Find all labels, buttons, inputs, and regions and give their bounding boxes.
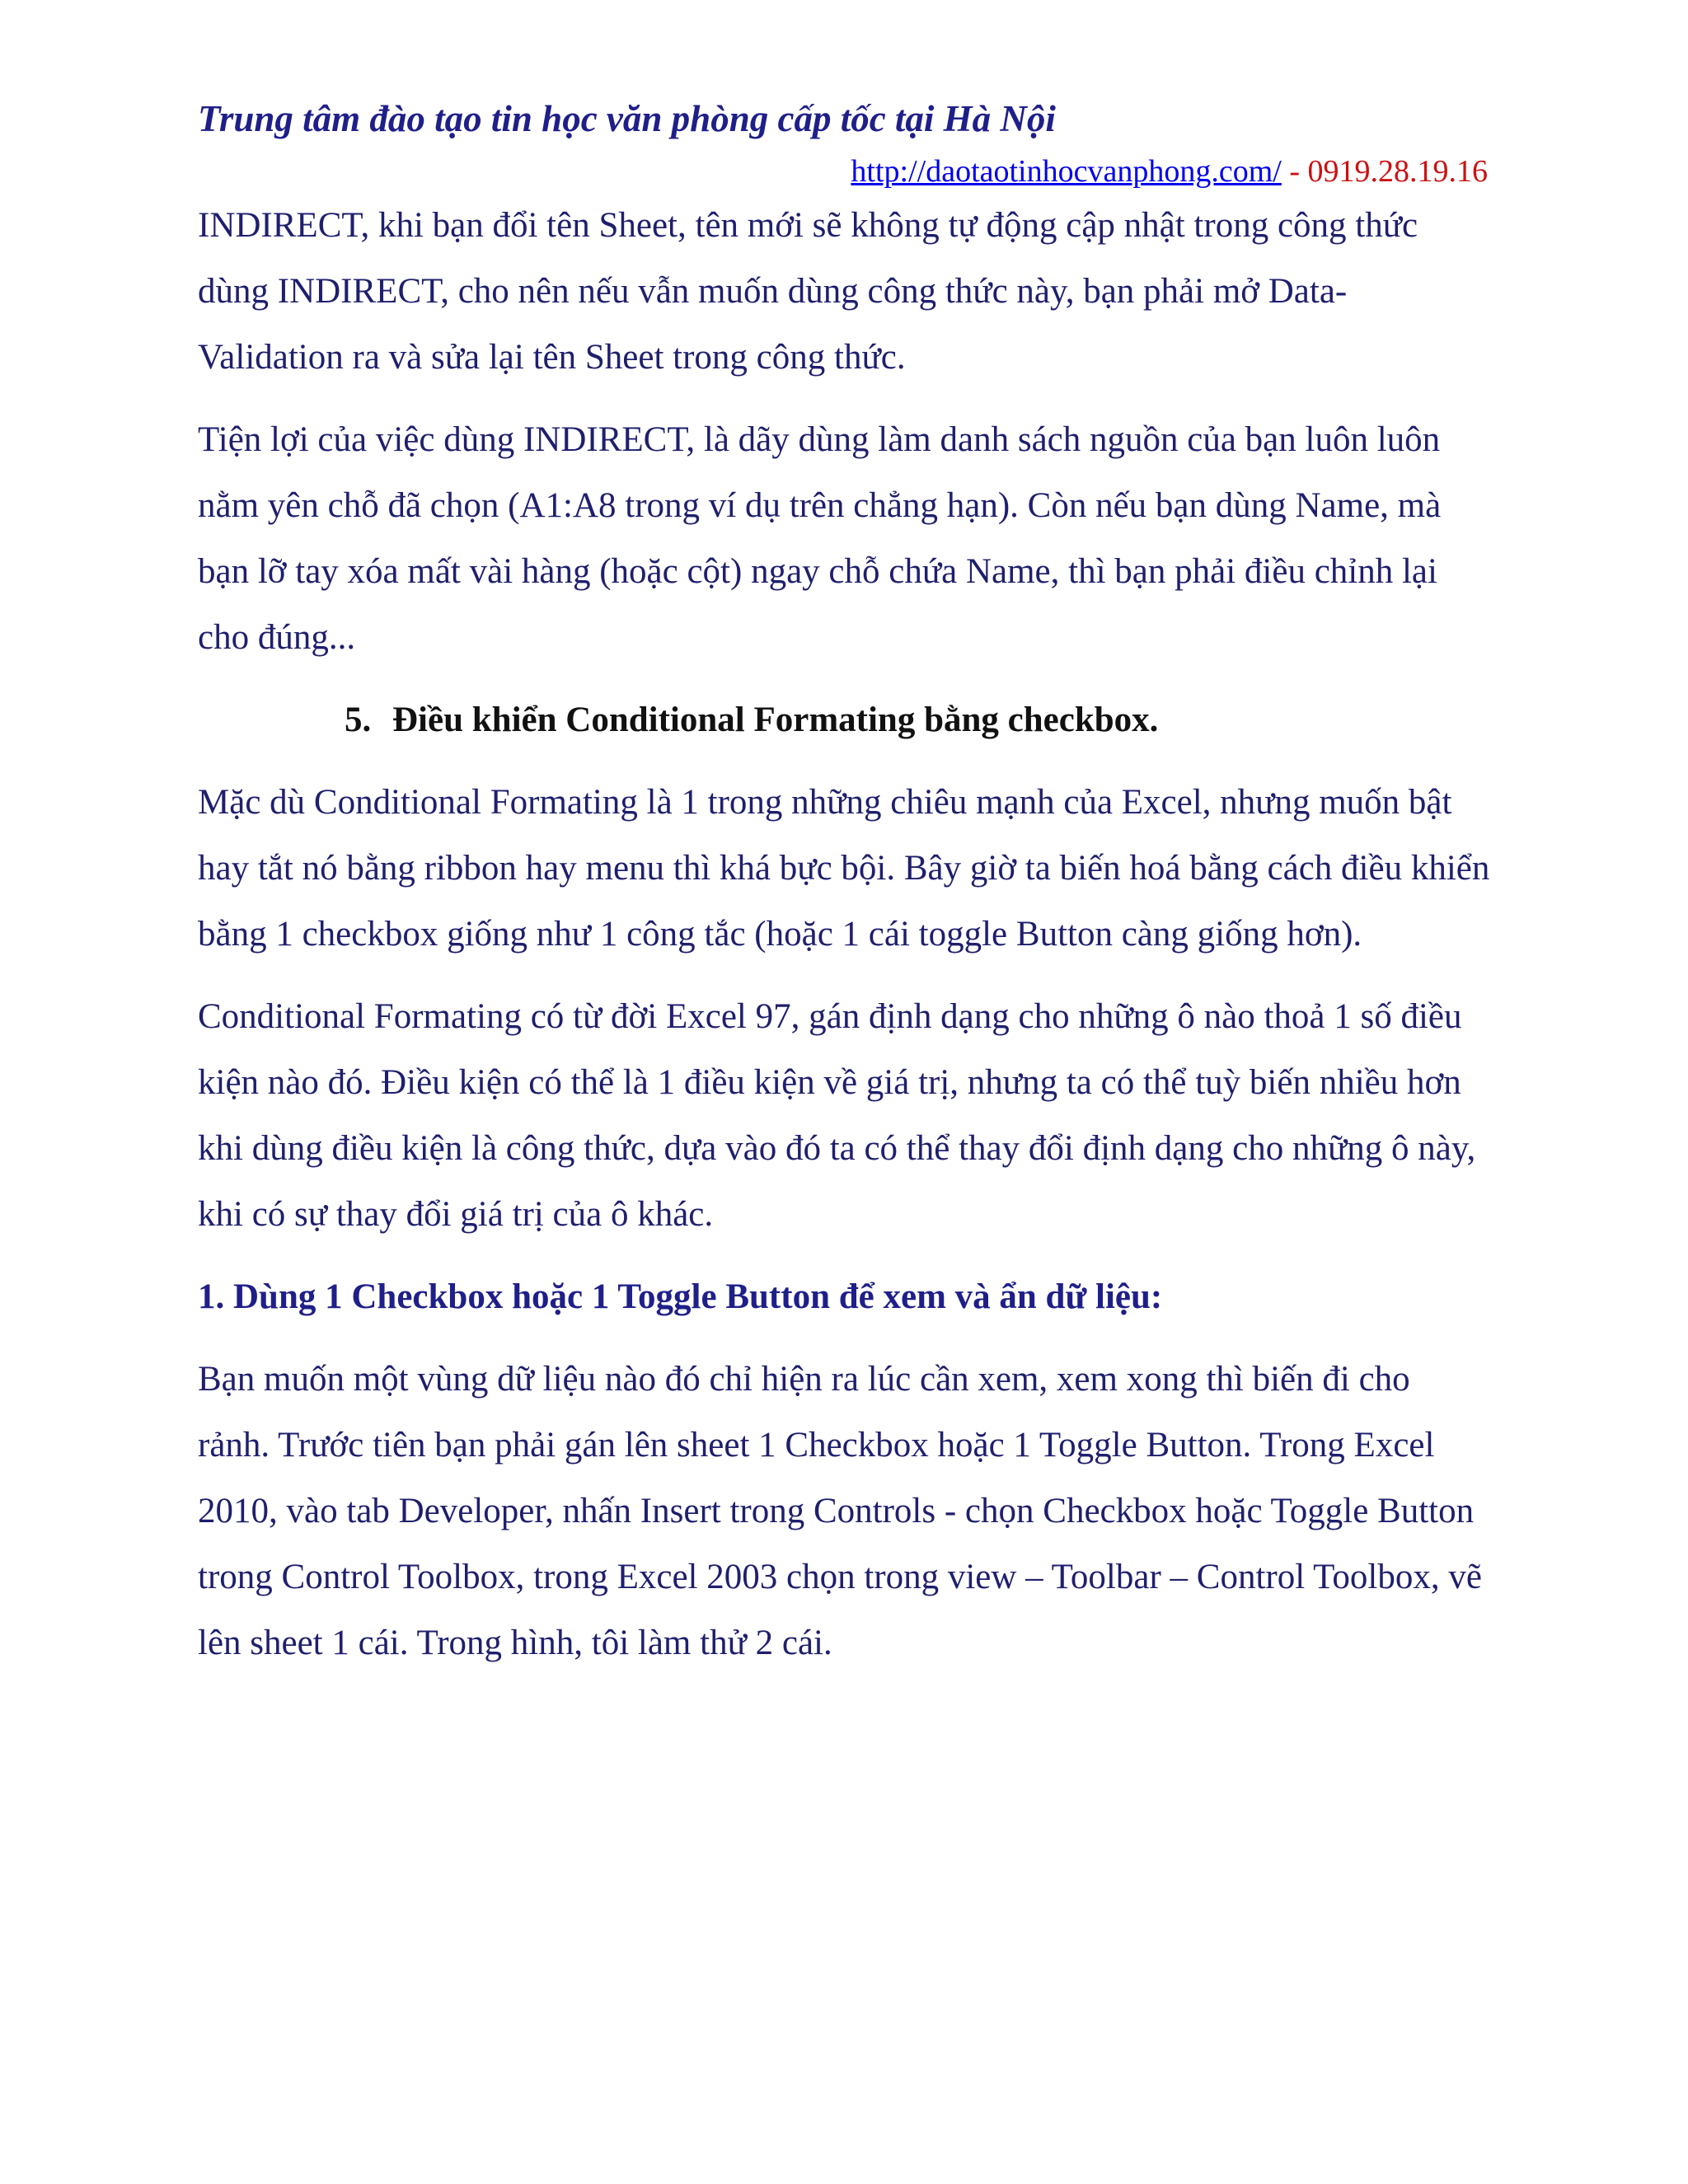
section-heading-5 <box>198 687 1490 753</box>
section-number: 5. <box>345 701 372 739</box>
paragraph-checkbox-instructions: Bạn muốn một vùng dữ liệu nào đó chỉ hiện ra lúc cần xem, xem xong thì biến đi cho rảnh. Trước tiên bạn phải gán lên sheet 1 Checkbox hoặc 1 Toggle Button. Trong Excel 2010, vào tab Developer, nhấn Insert trong Controls - chọn Checkbox hoặc Toggle Button trong Control Toolbox, trong Excel 2003 chọn trong view – Toolbar – Control Toolbox, vẽ lên sheet 1 cái. Trong hình, tôi làm thử 2 cái. <box>198 1360 1482 1662</box>
header-separator: - <box>1281 154 1308 189</box>
paragraph-indirect-advantage: Tiện lợi của việc dùng INDIRECT, là dãy dùng làm danh sách nguồn của bạn luôn luôn nằm yên chỗ đã chọn (A1:A8 trong ví dụ trên chẳng hạn). Còn nếu bạn dùng Name, mà bạn lỡ tay xóa mất vài hàng (hoặc cột) ngay chỗ chứa Name, thì bạn phải điều chỉnh lại cho đúng... <box>198 420 1442 657</box>
phone-number: 0919.28.19.16 <box>1307 154 1488 189</box>
subsection-heading-1: 1. Dùng 1 Checkbox hoặc 1 Toggle Button để xem và ẩn dữ liệu: <box>198 1277 1163 1316</box>
paragraph-conditional-intro: Mặc dù Conditional Formating là 1 trong những chiêu mạnh của Excel, nhưng muốn bật hay tắt nó bằng ribbon hay menu thì khá bực bội. Bây giờ ta biến hoá bằng cách điều khiển bằng 1 checkbox giống như 1 công tắc (hoặc 1 cái toggle Button càng giống hơn). <box>198 783 1490 954</box>
paragraph-conditional-history: Conditional Formating có từ đời Excel 97, gán định dạng cho những ô nào thoả 1 số điều kiện nào đó. Điều kiện có thể là 1 điều kiện về giá trị, nhưng ta có thể tuỳ biến nhiều hơn khi dùng điều kiện là công thức, dựa vào đó ta có thể thay đổi định dạng cho những ô này, khi có sự thay đổi giá trị của ô khác. <box>198 997 1476 1234</box>
header-title: Trung tâm đào tạo tin học văn phòng cấp tốc tại Hà Nội <box>198 98 1056 139</box>
website-link[interactable]: http://daotaotinhocvanphong.com/ <box>851 154 1282 189</box>
header-contact <box>851 153 1488 190</box>
section-heading-text: Điều khiển Conditional Formating bằng checkbox. <box>392 701 1159 739</box>
document-body <box>198 193 1490 1693</box>
paragraph-indirect-rename: INDIRECT, khi bạn đổi tên Sheet, tên mới sẽ không tự động cập nhật trong công thức dùng INDIRECT, cho nên nếu vẫn muốn dùng công thức này, bạn phải mở Data-Validation ra và sửa lại tên Sheet trong công thức. <box>198 206 1418 377</box>
